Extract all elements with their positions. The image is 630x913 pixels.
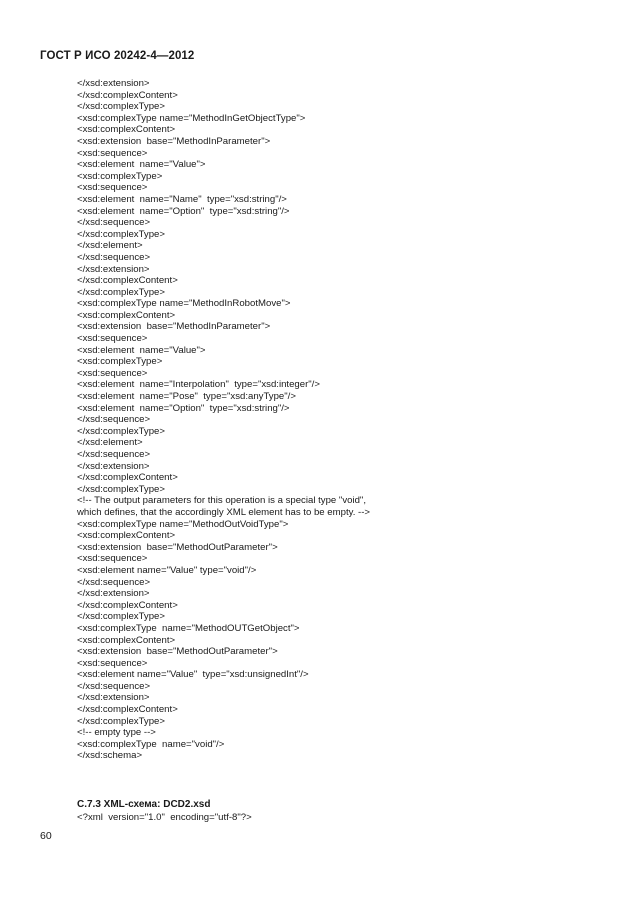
code-line: <xsd:complexType name="MethodOutVoidType"> xyxy=(77,518,289,530)
code-line: </xsd:complexType> xyxy=(77,425,165,437)
code-line: </xsd:element> xyxy=(77,240,143,252)
code-line: <xsd:element name="Pose" type="xsd:anyType"/> xyxy=(77,391,296,403)
code-line: <xsd:complexContent> xyxy=(77,634,176,646)
code-line: </xsd:complexType> xyxy=(77,611,165,623)
code-line: </xsd:extension> xyxy=(77,78,150,89)
code-line: <xsd:complexType name="MethodInRobotMove"> xyxy=(77,298,291,310)
code-line: <xsd:complexType name="void"/> xyxy=(77,738,225,750)
code-line: </xsd:extension> xyxy=(77,460,150,472)
code-line: <xsd:element name="Value"> xyxy=(77,159,206,171)
code-line: </xsd:complexContent> xyxy=(77,704,178,716)
code-line: </xsd:complexType> xyxy=(77,101,165,113)
code-line: <xsd:sequence> xyxy=(77,367,148,379)
code-line: <xsd:element name="Interpolation" type="xsd:integer"/> xyxy=(77,379,320,391)
code-line: </xsd:sequence> xyxy=(77,414,151,426)
code-line: <xsd:complexContent> xyxy=(77,530,176,542)
code-line: <xsd:sequence> xyxy=(77,657,148,669)
page-header-title: ГОСТ Р ИСО 20242-4—2012 xyxy=(40,50,195,62)
code-line: <xsd:sequence> xyxy=(77,147,148,159)
code-line: </xsd:sequence> xyxy=(77,449,151,460)
code-line: <xsd:extension base="MethodOutParameter"> xyxy=(77,541,278,553)
code-line: </xsd:extension> xyxy=(77,588,150,600)
code-line: </xsd:schema> xyxy=(77,750,143,762)
code-line: <xsd:element name="Value"> xyxy=(77,344,206,356)
code-line: <xsd:sequence> xyxy=(77,182,148,194)
code-line: which defines, that the accordingly XML element has to be empty. --> xyxy=(77,506,371,518)
code-line: </xsd:sequence> xyxy=(77,251,151,263)
code-line: <xsd:extension base="MethodInParameter"> xyxy=(77,135,271,147)
code-line: <xsd:complexContent> xyxy=(77,309,176,321)
xml-declaration-line: <?xml version="1.0" encoding="utf-8"?> xyxy=(77,812,252,823)
code-line: </xsd:complexType> xyxy=(77,286,165,298)
code-line: <xsd:element name="Option" type="xsd:string"/> xyxy=(77,402,290,414)
code-line: <xsd:sequence> xyxy=(77,333,148,345)
code-line: </xsd:complexContent> xyxy=(77,89,178,101)
code-line: </xsd:sequence> xyxy=(77,576,151,588)
code-line: </xsd:complexType> xyxy=(77,715,165,727)
page-number: 60 xyxy=(40,830,52,842)
code-line: </xsd:complexType> xyxy=(77,483,165,495)
code-line: </xsd:complexContent> xyxy=(77,472,178,484)
code-line: <xsd:element name="Value" type="void"/> xyxy=(77,564,257,576)
code-line: </xsd:complexType> xyxy=(77,228,165,240)
code-line: </xsd:extension> xyxy=(77,263,150,275)
code-line: <xsd:complexType> xyxy=(77,356,163,368)
section-heading: С.7.3 XML-схема: DCD2.xsd xyxy=(77,799,211,810)
code-line: </xsd:extension> xyxy=(77,692,150,704)
code-line: <xsd:element name="Name" type="xsd:string"/> xyxy=(77,193,287,205)
code-line: </xsd:complexContent> xyxy=(77,599,178,611)
code-line: <xsd:element name="Value" type="xsd:unsignedInt"/> xyxy=(77,669,309,681)
code-line: <xsd:complexType name="MethodInGetObjectType"> xyxy=(77,112,306,124)
code-line: </xsd:sequence> xyxy=(77,680,151,692)
code-line: <xsd:extension base="MethodInParameter"> xyxy=(77,321,271,333)
code-line: </xsd:complexContent> xyxy=(77,275,178,287)
code-line: </xsd:sequence> xyxy=(77,217,151,229)
code-line: <xsd:element name="Option" type="xsd:string"/> xyxy=(77,205,290,217)
xml-code-listing xyxy=(77,78,370,762)
code-line: <xsd:sequence> xyxy=(77,553,148,565)
code-line: <xsd:extension base="MethodOutParameter"> xyxy=(77,646,278,658)
code-line: <xsd:complexType> xyxy=(77,170,163,182)
code-line: <xsd:complexContent> xyxy=(77,124,176,136)
code-line: </xsd:element> xyxy=(77,437,143,449)
code-line: <xsd:complexType name="MethodOUTGetObject"> xyxy=(77,622,300,634)
code-line: <!-- empty type --> xyxy=(77,727,156,739)
code-line: <!-- The output parameters for this operation is a special type "void", xyxy=(77,495,366,507)
